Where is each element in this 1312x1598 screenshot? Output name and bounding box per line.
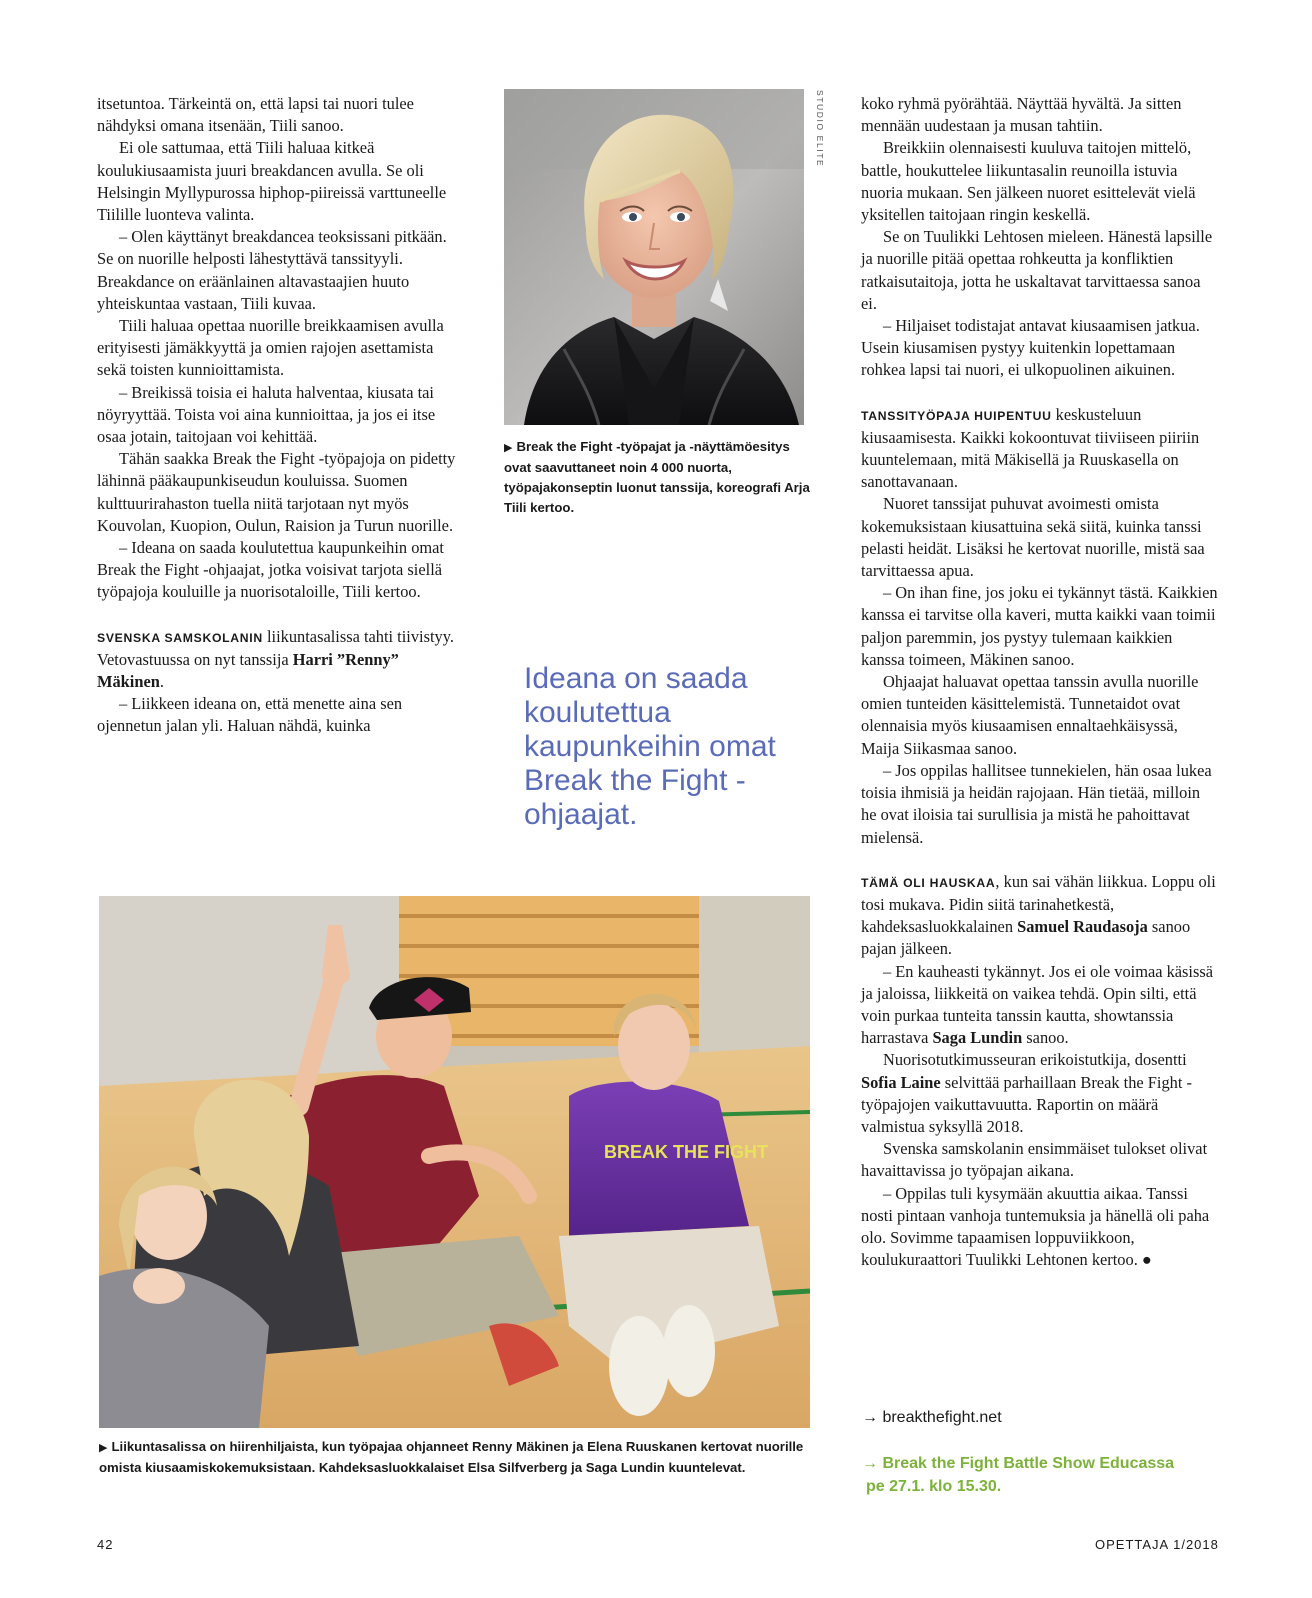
pull-quote: Ideana on saada koulutettua kaupunkeihin omat Break the Fight -ohjaajat. — [524, 662, 776, 831]
section-lead-in: TÄMÄ OLI HAUSKAA — [861, 875, 996, 890]
paragraph: – On ihan fine, jos joku ei tykännyt tästä. Kaikkien kanssa ei tarvitse olla kaveri, mutta kaikki vaan toimii paljon paremmin, jos pystyy tulemaan kaikkien kanssa toimeen, Mäkinen sanoo. — [861, 583, 1218, 669]
text-span: sanoo. — [1022, 1028, 1069, 1048]
group-photo — [99, 896, 810, 1428]
paragraph: Tähän saakka Break the Fight -työpajoja on pidetty lähinnä pääkaupunkiseudun kouluissa. Suomen kulttuurirahaston tuella niitä tarjotaan nyt myös Kouvolan, Kuopion, Oulun, Raision ja Turun nuorille. — [97, 449, 456, 535]
paragraph: Ei ole sattumaa, että Tiili haluaa kitkeä koulukiusaamista juuri breakdancen avulla. Se oli Helsingin Myllypurossa hiphop-piireissä varttuneelle Tiilille luonteva valinta. — [97, 138, 447, 225]
caption-triangle-icon: ▶ — [99, 1442, 108, 1454]
text-span: keskusteluun kiusaamisesta. Kaikki kokoontuvat tiiviiseen piiriin kuuntelemaan, mitä Mäkisellä ja Ruuskasella on sanottavanaan. — [861, 404, 1200, 492]
person-name: Harri ”Renny” Mäkinen — [97, 649, 399, 692]
person-name: Saga Lundin — [932, 1028, 1023, 1048]
page-number: 42 — [97, 1537, 114, 1552]
paragraph: – Breikissä toisia ei haluta halventaa, kiusata tai nöyryyttää. Toista voi aina kunnioittaa, ja jos ei itse osaa jotain, taitojaan voi kehittää. — [97, 382, 436, 447]
portrait-photo — [504, 89, 804, 425]
text-span: , kun sai vähän liikkua. Loppu oli tosi mukava. Pidin siitä tarinahetkestä, kahdeksasluokkalainen — [861, 871, 1216, 937]
portrait-caption — [504, 437, 814, 518]
paragraph: itsetuntoa. Tärkeintä on, että lapsi tai nuori tulee nähdyksi omana itsenään, Tiili sanoo. — [97, 94, 414, 136]
section-paragraph — [861, 871, 1219, 961]
paragraph: – Ideana on saada koulutettua kaupunkeihin omat Break the Fight -ohjaajat, jotka voisivat tarjota siellä työpajoja kouluille ja nuorisotaloille, Tiili kertoo. — [97, 538, 444, 602]
paragraph: – Oppilas tuli kysymään akuuttia aikaa. Tanssi nosti pintaan vanhoja tuntemuksia ja hänellä oli paha olo. Sovimme tapaamisen loppuviikkoon, koulukuraattori Tuulikki Lehtonen kertoo. ● — [861, 1183, 1210, 1270]
photo-credit: STUDIO ELITE — [815, 90, 825, 168]
paragraph: – Liikkeen ideana on, että menette aina sen ojennetun jalan yli. Haluan nähdä, kuinka — [97, 694, 403, 736]
text-span: selvittää parhaillaan Break the Fight -työpajojen vaikuttavuutta. Raportin on määrä valmistua syksyllä 2018. — [861, 1072, 1192, 1136]
section-paragraph — [861, 404, 1219, 494]
text-span: sanoo pajan jälkeen. — [861, 917, 1191, 959]
person-name: Samuel Raudasoja — [1017, 917, 1148, 937]
section-lead-in: TANSSITYÖPAJA HUIPENTUU — [861, 408, 1052, 423]
paragraph: Se on Tuulikki Lehtosen mieleen. Hänestä lapsille ja nuorille pitää opettaa rohkeutta ja konfliktien ratkaisutaitoja, jotta he uskaltavat tarvittaessa sanoa ei. — [861, 227, 1213, 313]
event-link-line: → Break the Fight Battle Show Educassa — [862, 1455, 1175, 1472]
text-span: – En kauheasti tykännyt. Jos ei ole voimaa käsissä ja jaloissa, liikkeitä on vaikea tehdä. Opin silti, että voin purkaa tunteita tanssin kautta, showtanssia harrastava — [861, 961, 1214, 1048]
group-photo-caption — [99, 1437, 819, 1478]
paragraph — [861, 961, 1219, 1050]
paragraph: Svenska samskolanin ensimmäiset tulokset olivat havaittavissa jo työpajan aikana. — [861, 1139, 1208, 1181]
paragraph: Ohjaajat haluavat opettaa tanssin avulla nuorille omien tunteiden käsittelemistä. Tunnetaidot ovat olennaisia myös kiusaamisen ennaltaehkäisyssä, Maija Siikasmaa sanoo. — [861, 672, 1199, 758]
paragraph: – Hiljaiset todistajat antavat kiusaamisen jatkua. Usein kiusamisen pystyy kuitenkin lopettamaan rohkea lapsi tai nuori, ei ulkopuolinen aikuinen. — [861, 316, 1200, 380]
section-lead-in: SVENSKA SAMSKOLANIN — [97, 630, 263, 645]
right-text-column — [861, 93, 1219, 1271]
section-paragraph — [97, 626, 457, 694]
caption-triangle-icon: ▶ — [504, 442, 513, 454]
event-link-line: pe 27.1. klo 15.30. — [866, 1478, 1002, 1495]
paragraph — [861, 1049, 1219, 1138]
paragraph: Breikkiin olennaisesti kuuluva taitojen mittelö, battle, houkuttelee liikuntasalin reunoilla istuvia nuoria mukaan. Sen jälkeen nuoret esittelevät vielä yksitellen taitojaan ringin keskellä. — [861, 138, 1196, 225]
left-text-column — [97, 93, 457, 738]
event-link[interactable] — [862, 1452, 1222, 1498]
text-span: liikuntasalissa tahti tiivistyy. Vetovastuussa on nyt tanssija — [97, 626, 454, 669]
text-span: . — [159, 672, 164, 692]
person-name: Sofia Laine — [861, 1072, 941, 1092]
website-link[interactable]: → breakthefight.net — [862, 1409, 1002, 1426]
hoodie-print: BREAK THE FIGHT — [604, 1142, 768, 1162]
paragraph: Nuoret tanssijat puhuvat avoimesti omista kokemuksistaan kiusattuina sekä siitä, kuinka tanssi pelasti heidät. Lisäksi he kertovat nuorille, mistä saa tarvittaessa apua. — [861, 494, 1205, 581]
paragraph: Tiili haluaa opettaa nuorille breikkaamisen avulla erityisesti jämäkkyyttä ja omien rajojen asettamista sekä toisten kunnioittamista. — [97, 316, 444, 380]
paragraph: koko ryhmä pyörähtää. Näyttää hyvältä. Ja sitten mennään uudestaan ja musan tahtiin. — [861, 94, 1182, 136]
paragraph: – Jos oppilas hallitsee tunnekielen, hän osaa lukea toisia ihmisiä ja heidän rajojaan. Hän tietää, milloin he ovat iloisia tai surullisia ja mistä he pahoittavat mielensä. — [861, 760, 1212, 847]
caption-text: Break the Fight -työpajat ja -näyttämöesitys ovat saavuttaneet noin 4 000 nuorta, työpajakonseptin luonut tanssija, koreografi Arja Tiili kertoo. — [504, 439, 810, 515]
text-span: Nuorisotutkimusseuran erikoistutkija, dosentti — [883, 1050, 1187, 1070]
issue-label: OPETTAJA 1/2018 — [1095, 1537, 1219, 1552]
caption-text: Liikuntasalissa on hiirenhiljaista, kun työpajaa ohjanneet Renny Mäkinen ja Elena Ruuskanen kertovat nuorille omista kiusaamiskokemuksistaan. Kahdeksasluokkalaiset Elsa Silfverberg ja Saga Lundin kuuntelevat. — [99, 1439, 804, 1475]
paragraph: – Olen käyttänyt breakdancea teoksissani pitkään. Se on nuorille helposti lähestyttävä tanssityyli. Breakdance on eräänlainen altavastaajien huuto yhteiskuntaa vastaan, Tiili kuvaa. — [97, 227, 447, 313]
